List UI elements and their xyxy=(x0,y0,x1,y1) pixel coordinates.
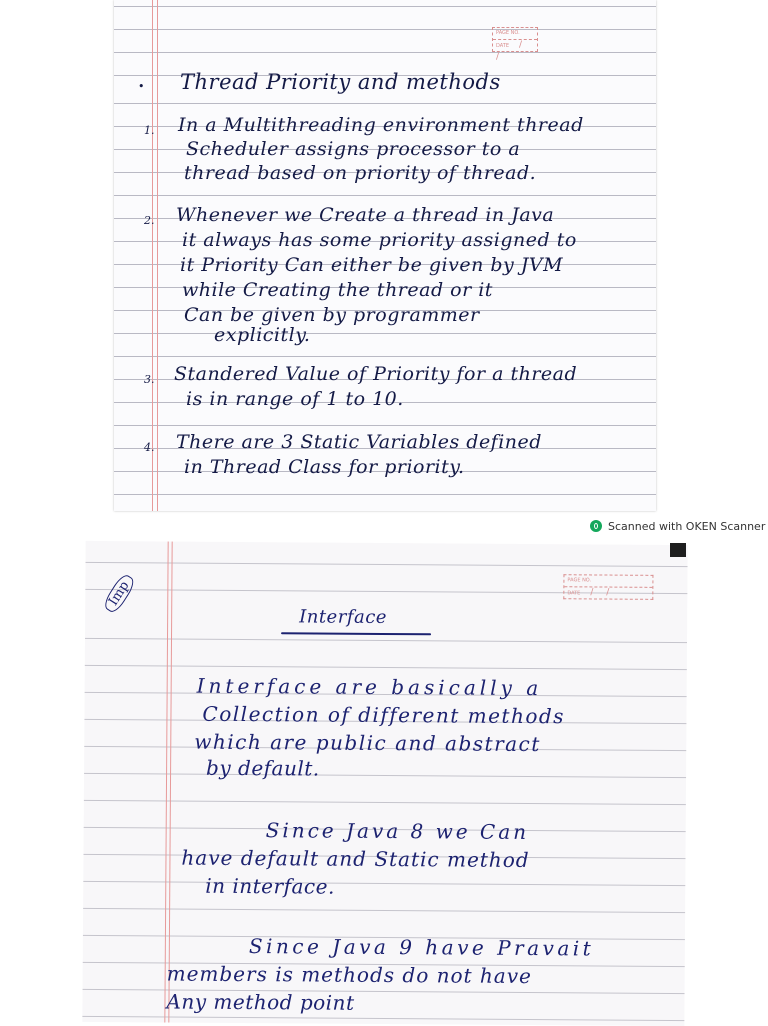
date-value: / / xyxy=(590,587,615,598)
date-label: DATE xyxy=(496,43,510,49)
heading-bullet: • xyxy=(138,80,145,93)
margin-line xyxy=(168,542,172,1023)
margin-note: Imp xyxy=(101,572,137,615)
page-heading: Thread Priority and methods xyxy=(180,70,501,94)
page-date-stamp xyxy=(492,27,538,62)
body-line: Interface are basically a xyxy=(196,673,543,701)
point-line: In a Multithreading environment thread xyxy=(178,114,584,136)
margin-line xyxy=(152,0,153,511)
notebook-page-1 xyxy=(114,0,656,511)
point-line: thread based on priority of thread. xyxy=(184,162,537,184)
point-line: There are 3 Static Variables defined xyxy=(176,431,542,453)
body-line: Since Java 9 have Pravait xyxy=(248,934,595,961)
body-line: Since Java 8 we Can xyxy=(265,818,530,845)
page-title: Interface xyxy=(299,606,388,629)
point-line: it Priority Can either be given by JVM xyxy=(180,254,564,276)
point-line: explicitly. xyxy=(214,324,311,346)
scan-edge-shadow xyxy=(670,543,686,557)
notebook-page-2 xyxy=(82,541,687,1026)
body-line: by default. xyxy=(206,755,320,781)
scanner-watermark-text: Scanned with OKEN Scanner xyxy=(608,519,766,533)
page-date-stamp xyxy=(563,574,653,600)
point-line: Scheduler assigns processor to a xyxy=(186,138,521,160)
point-line: Standered Value of Priority for a thread xyxy=(174,363,578,385)
point-line: it always has some priority assigned to xyxy=(182,229,577,251)
scanner-logo-icon xyxy=(590,520,602,532)
date-label: DATE xyxy=(567,590,581,597)
point-line: Whenever we Create a thread in Java xyxy=(176,204,555,226)
point-line: is in range of 1 to 10. xyxy=(186,388,404,410)
body-line: Collection of different methods xyxy=(202,701,566,729)
page-no-label: PAGE NO. xyxy=(564,575,652,588)
point-number: 4. xyxy=(144,441,155,454)
point-number: 3. xyxy=(144,373,155,386)
body-line: have default and Static method xyxy=(181,845,530,873)
page-no-label: PAGE NO. xyxy=(493,28,537,40)
point-line: Can be given by programmer xyxy=(184,304,480,326)
date-value: / / xyxy=(496,40,528,62)
body-line: Any method point xyxy=(166,989,355,1015)
point-number: 1. xyxy=(144,124,155,137)
point-line: in Thread Class for priority. xyxy=(184,456,465,478)
point-number: 2. xyxy=(144,214,155,227)
point-line: while Creating the thread or it xyxy=(182,279,493,301)
body-line: which are public and abstract xyxy=(194,729,541,757)
body-line: in interface. xyxy=(205,873,335,899)
title-underline xyxy=(281,632,431,635)
scanner-watermark xyxy=(590,518,765,534)
margin-line xyxy=(157,0,158,511)
body-line: members is methods do not have xyxy=(166,961,532,989)
